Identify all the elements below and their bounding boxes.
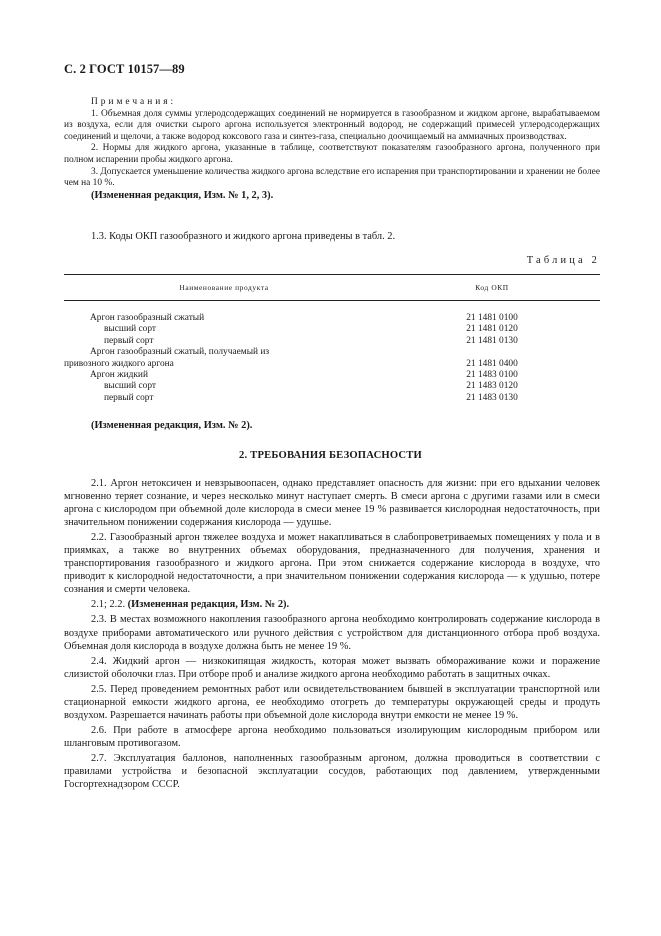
paragraph-2-1: 2.1. Аргон нетоксичен и невзрывоопасен, однако представляет опасность для жизни: при его вдыхании человек мгновенно теряет сознание, и через несколько минут наступает смерть. В смеси аргона с другими газами или в смеси аргона с кислородом при объемной доле кислорода в смеси менее 19 % развивается кислородная недостаточность, при значительном понижении содержания кислорода — удушье. [64,478,600,529]
okp-code: 21 1481 0400 [466,358,518,369]
table-row [64,359,600,370]
paragraph-2-4: 2.4. Жидкий аргон — низкокипящая жидкость, которая может вызвать обмораживание кожи и поражение слизистой оболочки глаз. При отборе проб и анализе жидкого аргона необходимо работать в защитных очках. [64,655,600,680]
paragraph-2-1-2-2-edition [64,598,600,611]
okp-code: 21 1481 0120 [466,324,518,335]
paragraph-1-3: 1.3. Коды ОКП газообразного и жидкого аргона приведены в табл. 2. [91,231,396,242]
paragraph-2-7: 2.7. Эксплуатация баллонов, наполненных газообразным аргоном, должна проводиться в соответствии с правилами устройства и безопасной эксплуатации сосудов, работающих под давлением, утвержденными Госгортехнадзором СССР. [64,752,600,791]
paragraph-2-5: 2.5. Перед проведением ремонтных работ или освидетельствованием бывшей в эксплуатации транспортной или стационарной емкости жидкого аргона, ее необходимо отогреть до температуры окружающей среды и продуть воздухом. Разрешается начинать работы при объемной доле кислорода внутри емкости не менее 19 %. [64,683,600,721]
notes-edition: (Измененная редакция, Изм. № 1, 2, 3). [91,189,274,201]
okp-table [64,274,600,404]
table-header-row [64,275,600,300]
product-name: первый сорт [104,392,154,403]
table-edition: (Измененная редакция, Изм. № 2). [91,420,253,431]
table-body [64,301,600,404]
note-3: 3. Допускается уменьшение количества жидкого аргона вследствие его испарения при транспортировании и хранении не более чем на 10 %. [64,166,600,189]
product-name: Аргон жидкий [90,370,148,381]
okp-code [384,347,600,358]
page-header: С. 2 ГОСТ 10157—89 [64,62,185,76]
okp-code: 21 1483 0100 [466,370,518,381]
okp-code: 21 1483 0130 [466,392,518,403]
paragraph-2-3: 2.3. В местах возможного накопления газообразного аргона необходимо контролировать содержание кислорода в воздухе приборами автоматического или ручного действия с устройством для дистанционного отбора проб воздуха. Объемная доля кислорода в воздухе должна быть не менее 19 %. [64,614,600,652]
okp-code: 21 1481 0100 [466,313,518,323]
product-name: высший сорт [104,324,156,335]
product-name: Аргон газообразный сжатый [90,313,205,323]
section-body [64,477,600,793]
table-row [64,313,600,324]
header-product-name: Наименование продукта [179,283,269,292]
table-row [64,370,600,381]
product-name: Аргон газообразный сжатый, получаемый из [90,347,270,358]
table-row [64,393,600,404]
section-title: 2. ТРЕБОВАНИЯ БЕЗОПАСНОСТИ [238,450,422,461]
note-2: 2. Нормы для жидкого аргона, указанные в таблице, соответствуют показателям газообразного аргона, полученного при полном испарении пробы жидкого аргона. [64,143,600,165]
table-caption: Таблица 2 [526,255,600,266]
okp-code: 21 1483 0120 [466,381,518,392]
table-row [64,381,600,392]
product-name: привозного жидкого аргона [64,358,174,369]
table-row [64,336,600,347]
product-name: высший сорт [104,381,156,392]
edition-prefix: 2.1; 2.2. [91,599,128,611]
edition-bold: (Измененная редакция, Изм. № 2). [127,599,290,611]
note-1: 1. Объемная доля суммы углеродсодержащих соединений не нормируется в газообразном и жидком аргоне, вырабатываемом из воздуха, если для очистки сырого аргона используется электронный водород, не содержащий примесей углеродсодержащих соединений и щелочи, а также водород коксового газа и синтез-газа, специально доочищаемый на аммиачных производствах. [64,108,600,142]
paragraph-2-2: 2.2. Газообразный аргон тяжелее воздуха и может накапливаться в слабопроветриваемых помещениях у пола и в приямках, а также во внутренних объемах оборудования, предназначенного для получения, хранения и транспортирования газообразного и жидкого аргона. При этом снижается содержание кислорода в воздухе, что приводит к кислородной недостаточности, а при значительном понижении содержания кислорода — к удушью, потере сознания и смерти человека. [64,532,600,596]
okp-code: 21 1481 0130 [466,335,518,346]
product-name: первый сорт [104,335,154,346]
table-row [64,347,600,358]
notes-title: Примечания: [91,97,177,107]
header-okp-code: Код ОКП [475,283,509,292]
table-row [64,324,600,335]
paragraph-2-6: 2.6. При работе в атмосфере аргона необходимо пользоваться изолирующим кислородным прибором или шланговым противогазом. [64,724,600,749]
notes-block [64,97,600,201]
